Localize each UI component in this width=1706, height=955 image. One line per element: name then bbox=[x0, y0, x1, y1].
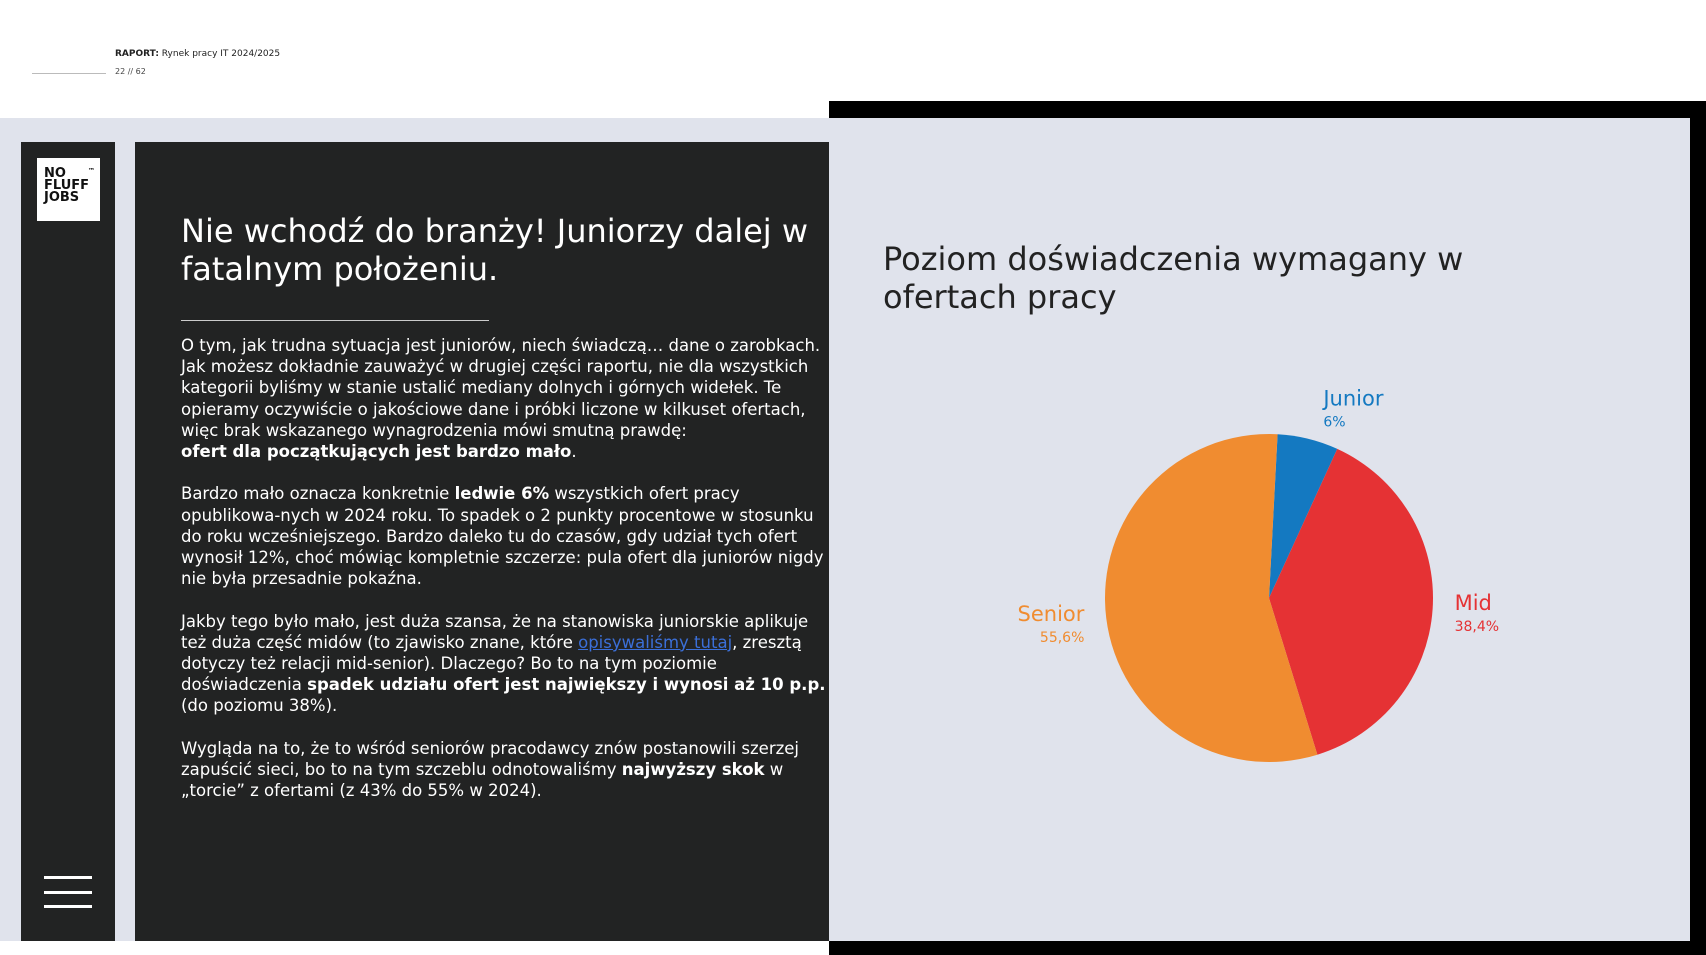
page-indicator: 22 // 62 bbox=[115, 67, 146, 76]
pie-label-junior: Junior bbox=[1323, 386, 1384, 411]
logo-line-2: FLUFF bbox=[44, 178, 90, 193]
logo-trademark: ™ bbox=[88, 167, 95, 175]
report-title: Rynek pracy IT 2024/2025 bbox=[161, 49, 281, 59]
frame-right-bar bbox=[1690, 101, 1706, 955]
frame-bottom-bar bbox=[829, 941, 1706, 955]
pie-value-mid: 38,4% bbox=[1454, 619, 1500, 636]
pie-value-senior: 55,6% bbox=[1039, 629, 1085, 646]
chart-title: Poziom doświadczenia wymagany w ofertach pracy bbox=[883, 240, 1464, 316]
pie-label-senior: Senior bbox=[1017, 601, 1085, 626]
pie-label-mid: Mid bbox=[1454, 591, 1492, 616]
logo-line-1: NO bbox=[44, 166, 66, 181]
pie-value-junior: 6% bbox=[1323, 414, 1346, 431]
report-label: RAPORT: bbox=[115, 49, 159, 59]
header-divider bbox=[32, 73, 106, 74]
article-title: Nie wchodź do branży! Juniorzy dalej w fatalnym położeniu. bbox=[181, 212, 809, 288]
article-body bbox=[181, 335, 831, 823]
paragraph-1: O tym, jak trudna sytuacja jest juniorów, niech świadczą… dane o zarobkach. Jak możesz dokładnie zauważyć w drugiej części raportu, nie dla wszystkich kategorii byliśmy w stanie ustalić mediany dolnych i górnych widełek. Te opieramy oczywiście o jakościowe dane i próbki liczone w kilkuset ofertach, więc brak wskazanego wynagrodzenia mówi smutną prawdę: ofert dla początkujących jest bardzo mało. bbox=[181, 336, 821, 462]
article-panel bbox=[135, 142, 829, 941]
paragraph-2: Bardzo mało oznacza konkretnie ledwie 6% wszystkich ofert pracy opublikowa-nych w 2024 roku. To spadek o 2 punkty procentowe w stosunku do roku wcześniejszego. Bardzo daleko tu do czasów, gdy udział tych ofert wynosił 12%, choć mówiąc kompletnie szczerze: pula ofert dla juniorów nigdy nie była przesadnie pokaźna. bbox=[181, 484, 824, 589]
report-header bbox=[115, 49, 280, 59]
paragraph-4: Wygląda na to, że to wśród seniorów pracodawcy znów postanowili szerzej zapuścić sieci, bo to na tym szczeblu odnotowaliśmy najwyższy skok w „torcie” z ofertami (z 43% do 55% w 2024). bbox=[181, 738, 800, 801]
article-link[interactable]: opisywaliśmy tutaj bbox=[578, 632, 733, 652]
title-divider bbox=[181, 320, 489, 321]
hamburger-menu-icon[interactable] bbox=[44, 876, 92, 908]
logo-text bbox=[44, 168, 89, 204]
sidebar bbox=[21, 142, 115, 941]
pie-chart bbox=[829, 118, 1690, 941]
paragraph-3: Jakby tego było mało, jest duża szansa, że na stanowiska juniorskie aplikuje też duża część midów (to zjawisko znane, które opisywaliśmy tutaj, zresztą dotyczy też relacji mid-senior). Dlaczego? Bo to na tym poziomie doświadczenia spadek udziału ofert jest największy i wynosi aż 10 p.p. (do poziomu 38%). bbox=[181, 611, 826, 716]
logo-line-3: JOBS bbox=[44, 190, 80, 205]
nofluffjobs-logo[interactable] bbox=[37, 158, 100, 221]
frame-top-bar bbox=[829, 101, 1706, 118]
